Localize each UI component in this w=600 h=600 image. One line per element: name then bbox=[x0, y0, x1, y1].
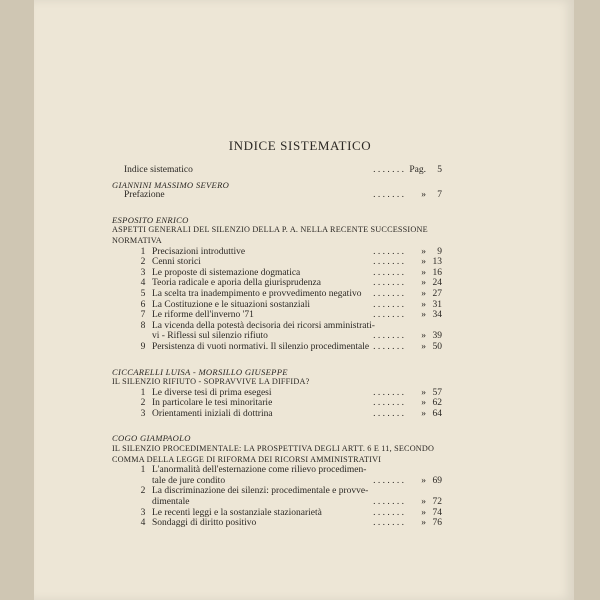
entry-title: Le recenti leggi e la sostanziale stazionarietà bbox=[152, 507, 322, 518]
toc-entry bbox=[112, 508, 442, 519]
entry-title: L'anormalità dell'esternazione come rilievo procedimen- bbox=[152, 465, 367, 476]
leader-dots: . . . . . . . bbox=[373, 288, 404, 299]
entry-title: Cenni storici bbox=[152, 257, 201, 268]
leader-dots: . . . . . . . bbox=[373, 190, 404, 201]
entry-title: Prefazione bbox=[124, 190, 165, 201]
entry-title: La discriminazione dei silenzi: procedimentale e provve- bbox=[152, 486, 369, 497]
entry-title: Indice sistematico bbox=[124, 165, 193, 175]
leader-dots: . . . . . . . bbox=[373, 507, 404, 518]
toc-entry-continuation bbox=[112, 497, 442, 508]
leader-dots: . . . . . . . bbox=[373, 387, 404, 398]
page-number: 9 bbox=[437, 246, 442, 257]
page-mark: » bbox=[421, 497, 426, 508]
toc-entry bbox=[112, 289, 442, 300]
page-mark: » bbox=[421, 267, 426, 278]
entry-title: Orientamenti iniziali di dottrina bbox=[152, 408, 273, 419]
entry-number: 4 bbox=[140, 518, 146, 529]
entry-number: 3 bbox=[140, 507, 146, 518]
page-number: 57 bbox=[432, 387, 442, 398]
page-number: 64 bbox=[432, 408, 442, 419]
page-number: 7 bbox=[437, 190, 442, 201]
toc-entry bbox=[112, 388, 442, 399]
entry-number: 9 bbox=[140, 341, 146, 352]
toc-entry bbox=[112, 247, 442, 258]
toc-entry bbox=[112, 278, 442, 289]
toc-entry-continuation bbox=[112, 331, 442, 342]
section-heading: ASPETTI GENERALI DEL SILENZIO DELLA P. A. NELLA RECENTE SUCCESSIONE bbox=[112, 225, 428, 235]
leader-dots: . . . . . . . bbox=[373, 497, 404, 508]
entry-title-continuation: vi - Riflessi sul silenzio rifiuto bbox=[152, 331, 268, 342]
entry-title: Precisazioni introduttive bbox=[152, 246, 246, 257]
page-mark: » bbox=[421, 341, 426, 352]
entry-number: 4 bbox=[140, 278, 146, 289]
leader-dots: . . . . . . . bbox=[373, 278, 404, 289]
page-mark: » bbox=[421, 299, 426, 310]
table-of-contents bbox=[112, 165, 442, 529]
leader-dots: . . . . . . . bbox=[373, 165, 404, 175]
entry-number: 6 bbox=[140, 299, 146, 310]
entry-number: 2 bbox=[140, 398, 146, 409]
toc-entry bbox=[112, 165, 442, 176]
entry-number: 8 bbox=[140, 320, 146, 331]
page-number: 76 bbox=[432, 518, 442, 529]
toc-entry bbox=[112, 268, 442, 279]
leader-dots: . . . . . . . bbox=[373, 341, 404, 352]
toc-entry bbox=[112, 398, 442, 409]
leader-dots: . . . . . . . bbox=[373, 408, 404, 419]
toc-entry bbox=[112, 257, 442, 268]
author-name: CICCARELLI LUISA - MORSILLO GIUSEPPE bbox=[112, 366, 288, 377]
page-number: 5 bbox=[437, 165, 442, 175]
page-mark: » bbox=[421, 190, 426, 201]
entry-number: 5 bbox=[140, 288, 146, 299]
toc-entry bbox=[112, 310, 442, 321]
toc-entry bbox=[112, 465, 442, 476]
page-number: 13 bbox=[432, 257, 442, 268]
toc-entry bbox=[112, 518, 442, 529]
entry-title: Teoria radicale e aporia della giurisprudenza bbox=[152, 278, 321, 289]
section-heading: IL SILENZIO RIFIUTO - SOPRAVVIVE LA DIFFIDA? bbox=[112, 377, 310, 387]
entry-number: 1 bbox=[140, 465, 146, 476]
page-number: 27 bbox=[432, 288, 442, 299]
spacer bbox=[112, 201, 442, 207]
entry-title: In particolare le tesi minoritarie bbox=[152, 398, 273, 409]
page-mark: » bbox=[421, 278, 426, 289]
page-number: 31 bbox=[432, 299, 442, 310]
page-mark: » bbox=[421, 408, 426, 419]
page-mark: » bbox=[421, 398, 426, 409]
entry-number: 2 bbox=[140, 257, 146, 268]
section-heading: COMMA DELLA LEGGE DI RIFORMA DEI RICORSI AMMINISTRATIVI bbox=[112, 454, 382, 464]
toc-entry-continuation bbox=[112, 476, 442, 487]
toc-entry bbox=[112, 190, 442, 201]
entry-title: La scelta tra inadempimento e provvedimento negativo bbox=[152, 288, 362, 299]
leader-dots: . . . . . . . bbox=[373, 299, 404, 310]
page-mark: » bbox=[421, 257, 426, 268]
page-number: 34 bbox=[432, 310, 442, 321]
entry-title: La Costituzione e le situazioni sostanziali bbox=[152, 299, 311, 310]
leader-dots: . . . . . . . bbox=[373, 257, 404, 268]
leader-dots: . . . . . . . bbox=[373, 518, 404, 529]
toc-entry bbox=[112, 321, 442, 332]
page-mark: » bbox=[421, 331, 426, 342]
leader-dots: . . . . . . . bbox=[373, 475, 404, 486]
entry-number: 3 bbox=[140, 408, 146, 419]
page-mark: Pag. bbox=[409, 165, 426, 175]
page-number: 24 bbox=[432, 278, 442, 289]
leader-dots: . . . . . . . bbox=[373, 246, 404, 257]
page-mark: » bbox=[421, 387, 426, 398]
page-mark: » bbox=[421, 518, 426, 529]
entry-number: 7 bbox=[140, 310, 146, 321]
page-mark: » bbox=[421, 288, 426, 299]
entry-number: 3 bbox=[140, 267, 146, 278]
page-number: 62 bbox=[432, 398, 442, 409]
page-number: 16 bbox=[432, 267, 442, 278]
leader-dots: . . . . . . . bbox=[373, 267, 404, 278]
page-mark: » bbox=[421, 475, 426, 486]
page-number: 50 bbox=[432, 341, 442, 352]
leader-dots: . . . . . . . bbox=[373, 310, 404, 321]
entry-title: Le diverse tesi di prima esegesi bbox=[152, 387, 272, 398]
page-number: 74 bbox=[432, 507, 442, 518]
leader-dots: . . . . . . . bbox=[373, 331, 404, 342]
toc-entry bbox=[112, 342, 442, 353]
page-title: INDICE SISTEMATICO bbox=[228, 138, 372, 153]
page-number: 39 bbox=[432, 331, 442, 342]
entry-title: Le proposte di sistemazione dogmatica bbox=[152, 267, 301, 278]
entry-number: 1 bbox=[140, 246, 146, 257]
toc-entry bbox=[112, 486, 442, 497]
entry-title: Sondaggi di diritto positivo bbox=[152, 518, 257, 529]
section-heading: IL SILENZIO PROCEDIMENTALE: LA PROSPETTIVA DEGLI ARTT. 6 E 11, SECONDO bbox=[112, 444, 435, 454]
entry-title: Persistenza di vuoti normativi. Il silenzio procedimentale bbox=[152, 341, 370, 352]
entry-number: 2 bbox=[140, 486, 146, 497]
author-name: ESPOSITO ENRICO bbox=[112, 214, 189, 225]
author-name: COGO GIAMPAOLO bbox=[112, 433, 191, 444]
entry-title-continuation: tale de jure condito bbox=[152, 475, 226, 486]
spacer bbox=[112, 353, 442, 359]
toc-entry bbox=[112, 300, 442, 311]
entry-title: Le riforme dell'inverno '71 bbox=[152, 310, 254, 321]
page-number: 69 bbox=[432, 475, 442, 486]
page-mark: » bbox=[421, 246, 426, 257]
page-number: 72 bbox=[432, 497, 442, 508]
entry-title-continuation: dimentale bbox=[152, 497, 190, 508]
page-mark: » bbox=[421, 507, 426, 518]
author-name: GIANNINI MASSIMO SEVERO bbox=[112, 179, 230, 190]
section-heading: NORMATIVA bbox=[112, 235, 162, 245]
entry-title: La vicenda della potestà decisoria dei ricorsi amministrati- bbox=[152, 320, 375, 331]
spacer bbox=[112, 419, 442, 425]
page-mark: » bbox=[421, 310, 426, 321]
entry-number: 1 bbox=[140, 387, 146, 398]
leader-dots: . . . . . . . bbox=[373, 398, 404, 409]
toc-entry bbox=[112, 409, 442, 420]
